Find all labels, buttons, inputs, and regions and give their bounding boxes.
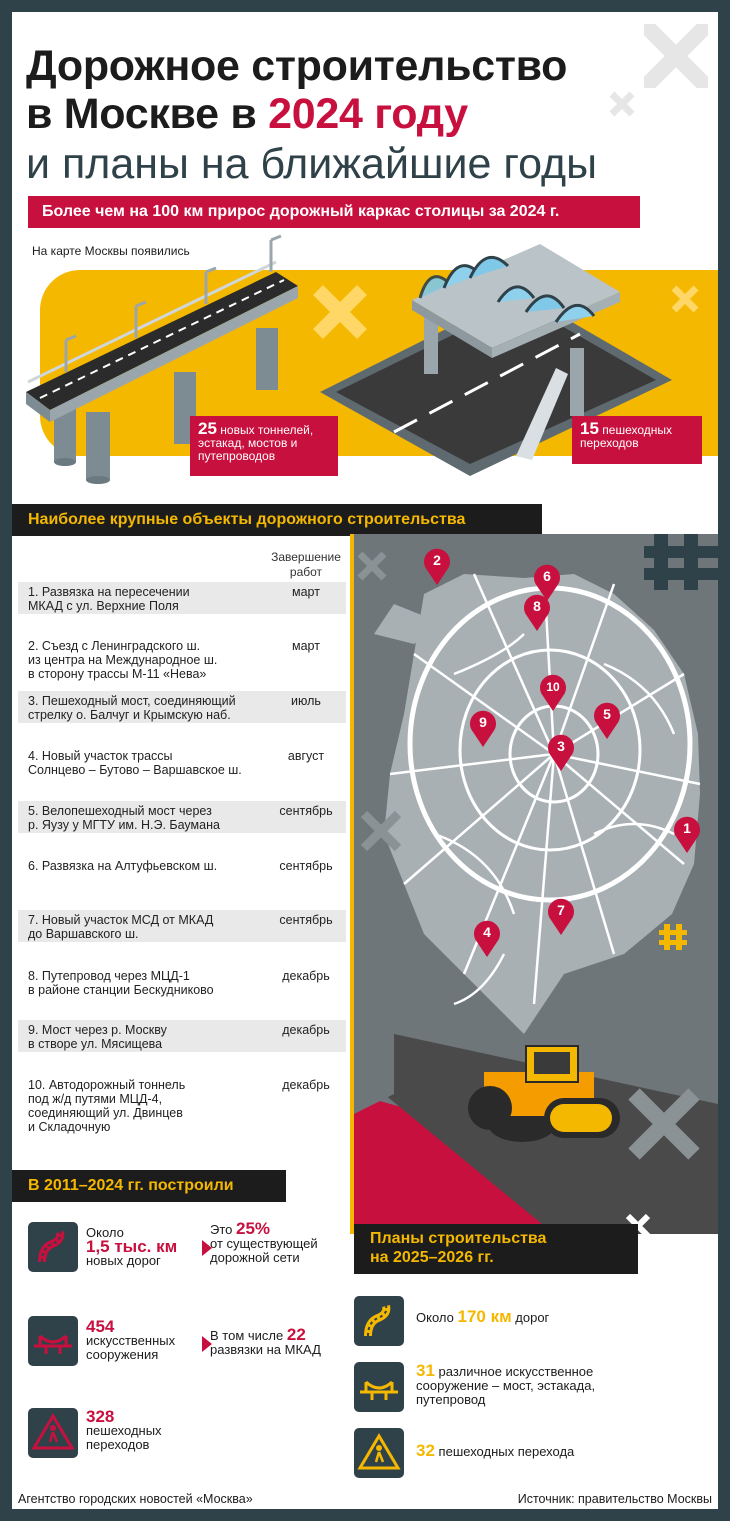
table-row: [18, 1075, 346, 1135]
page-subtitle-line: и планы на ближайшие годы: [26, 140, 598, 188]
svg-text:1: 1: [683, 820, 691, 836]
plans-structures-stat: [416, 1361, 616, 1407]
built-roads-stat: [86, 1226, 206, 1268]
plans-crossings-text: пешеходных перехода: [438, 1444, 575, 1459]
object-date: декабрь: [282, 969, 330, 983]
object-date: март: [292, 639, 320, 653]
built-structures-value: 454: [86, 1317, 115, 1336]
pedestrian-crossing-icon: [354, 1428, 404, 1478]
table-row: [18, 582, 346, 614]
table-row: [18, 1020, 346, 1052]
page-title-line1: Дорожное строительство: [26, 42, 568, 90]
plans-structures-value: 31: [416, 1361, 435, 1380]
built-heading: В 2011–2024 гг. построили: [12, 1170, 286, 1202]
table-row: [18, 636, 346, 682]
objects-heading: Наиболее крупные объекты дорожного строительства: [12, 504, 542, 536]
object-date: декабрь: [282, 1078, 330, 1092]
built-structures-text: искусственных сооружения: [86, 1333, 176, 1362]
built-share-prefix: Это: [210, 1222, 233, 1237]
tunnels-stat-box: [190, 416, 338, 476]
cross-decoration-icon: [608, 90, 636, 118]
built-crossings-value: 328: [86, 1407, 115, 1426]
built-roads-prefix: Около: [86, 1225, 124, 1240]
table-row: [18, 691, 346, 723]
pin-1-icon: [672, 812, 702, 854]
object-name: 5. Велопешеходный мост через р. Яузу у МГТУ им. Н.Э. Баумана: [28, 804, 220, 832]
object-date: июль: [291, 694, 321, 708]
object-name: 7. Новый участок МСД от МКАД до Варшавского ш.: [28, 913, 214, 941]
summary-banner: Более чем на 100 км прирос дорожный каркас столицы за 2024 г.: [28, 196, 640, 228]
built-junctions-stat: [210, 1325, 350, 1357]
plans-roads-suffix: дорог: [515, 1310, 550, 1325]
completion-column-header: Завершение работ: [271, 550, 341, 579]
table-row: [18, 910, 346, 942]
table-row: [18, 746, 346, 778]
pin-3-icon: [546, 730, 576, 772]
svg-text:6: 6: [543, 568, 551, 584]
title-year: 2024 году: [268, 90, 468, 138]
tunnels-count: 25: [198, 419, 217, 438]
intro-note: На карте Москвы появились: [32, 244, 190, 258]
built-share-suffix: от существующей дорожной сети: [210, 1236, 318, 1265]
svg-text:2: 2: [433, 552, 441, 568]
svg-text:7: 7: [557, 902, 565, 918]
svg-text:8: 8: [533, 598, 541, 614]
crossings-stat-box: [572, 416, 702, 464]
object-name: 3. Пешеходный мост, соединяющий стрелку о. Балчуг и Крымскую наб.: [28, 694, 236, 722]
built-share-value: 25%: [236, 1219, 271, 1238]
pin-8-icon: [522, 590, 552, 632]
tunnels-text: новых тоннелей, эстакад, мостов и путепроводов: [198, 423, 314, 463]
built-crossings-text: пешеходных переходов: [86, 1423, 162, 1452]
object-name: 4. Новый участок трассы Солнцево – Бутово – Варшавское ш.: [28, 749, 242, 777]
pin-10-icon: [538, 670, 568, 712]
built-junctions-prefix: В том числе: [210, 1328, 284, 1343]
object-date: март: [292, 585, 320, 599]
plans-roads-value: 170 км: [457, 1307, 512, 1326]
object-date: август: [287, 749, 325, 763]
built-share-stat: [210, 1219, 340, 1265]
pin-2-icon: [422, 544, 452, 586]
built-crossings-stat: [86, 1407, 206, 1452]
pin-9-icon: [468, 706, 498, 748]
built-roads-suffix: новых дорог: [86, 1253, 161, 1268]
infographic: [12, 12, 718, 1509]
bridge-icon: [354, 1362, 404, 1412]
moscow-map: [354, 534, 718, 1234]
pin-5-icon: [592, 698, 622, 740]
pedestrian-crossing-icon: [28, 1408, 78, 1458]
pin-7-icon: [546, 894, 576, 936]
plans-crossings-stat: [416, 1441, 676, 1460]
table-row: [18, 966, 346, 998]
table-row: [18, 856, 346, 876]
object-date: сентябрь: [279, 859, 333, 873]
plans-heading-line1: Планы строительства: [370, 1230, 547, 1247]
svg-text:10: 10: [546, 680, 560, 694]
object-date: сентябрь: [279, 913, 333, 927]
svg-text:5: 5: [603, 706, 611, 722]
object-name: 1. Развязка на пересечении МКАД с ул. Верхние Поля: [28, 585, 190, 613]
bridge-icon: [28, 1316, 78, 1366]
title-prefix: в Москве в: [26, 90, 269, 138]
object-name: 9. Мост через р. Москву в створе ул. Мясищева: [28, 1023, 167, 1051]
plans-structures-text: различное искусственное сооружение – мост, эстакада, путепровод: [416, 1364, 596, 1407]
road-icon: [354, 1296, 404, 1346]
built-roads-value: 1,5 тыс. км: [86, 1237, 178, 1256]
svg-text:9: 9: [479, 714, 487, 730]
cross-decoration-icon: [670, 284, 700, 314]
built-structures-stat: [86, 1317, 196, 1362]
plans-roads-stat: [416, 1307, 696, 1326]
svg-text:4: 4: [483, 924, 491, 940]
plans-heading-line2: на 2025–2026 гг.: [370, 1249, 494, 1266]
cross-decoration-icon: [644, 24, 708, 88]
plans-heading: [354, 1224, 638, 1274]
object-name: 2. Съезд с Ленинградского ш. из центра на Международное ш. в сторону трассы М-11 «Нева»: [28, 639, 218, 681]
object-name: 10. Автодорожный тоннель под ж/д путями МЦД-4, соединяющий ул. Двинцев и Складочную: [28, 1078, 186, 1134]
pin-4-icon: [472, 916, 502, 958]
table-row: [18, 801, 346, 833]
object-name: 8. Путепровод через МЦД-1 в районе станции Бескудниково: [28, 969, 214, 997]
plans-crossings-value: 32: [416, 1441, 435, 1460]
road-icon: [28, 1222, 78, 1272]
footer-source: Источник: правительство Москвы: [517, 1492, 712, 1506]
object-date: сентябрь: [279, 804, 333, 818]
object-name: 6. Развязка на Алтуфьевском ш.: [28, 859, 218, 873]
built-junctions-value: 22: [286, 1325, 306, 1344]
svg-text:3: 3: [557, 738, 565, 754]
crossings-count: 15: [580, 419, 599, 438]
built-junctions-suffix: развязки на МКАД: [210, 1342, 321, 1357]
footer-agency: Агентство городских новостей «Москва»: [18, 1492, 253, 1506]
page-title-line2: [26, 90, 468, 138]
plans-roads-prefix: Около: [416, 1310, 454, 1325]
crossings-text: пешеходных переходов: [580, 423, 673, 450]
object-date: декабрь: [282, 1023, 330, 1037]
